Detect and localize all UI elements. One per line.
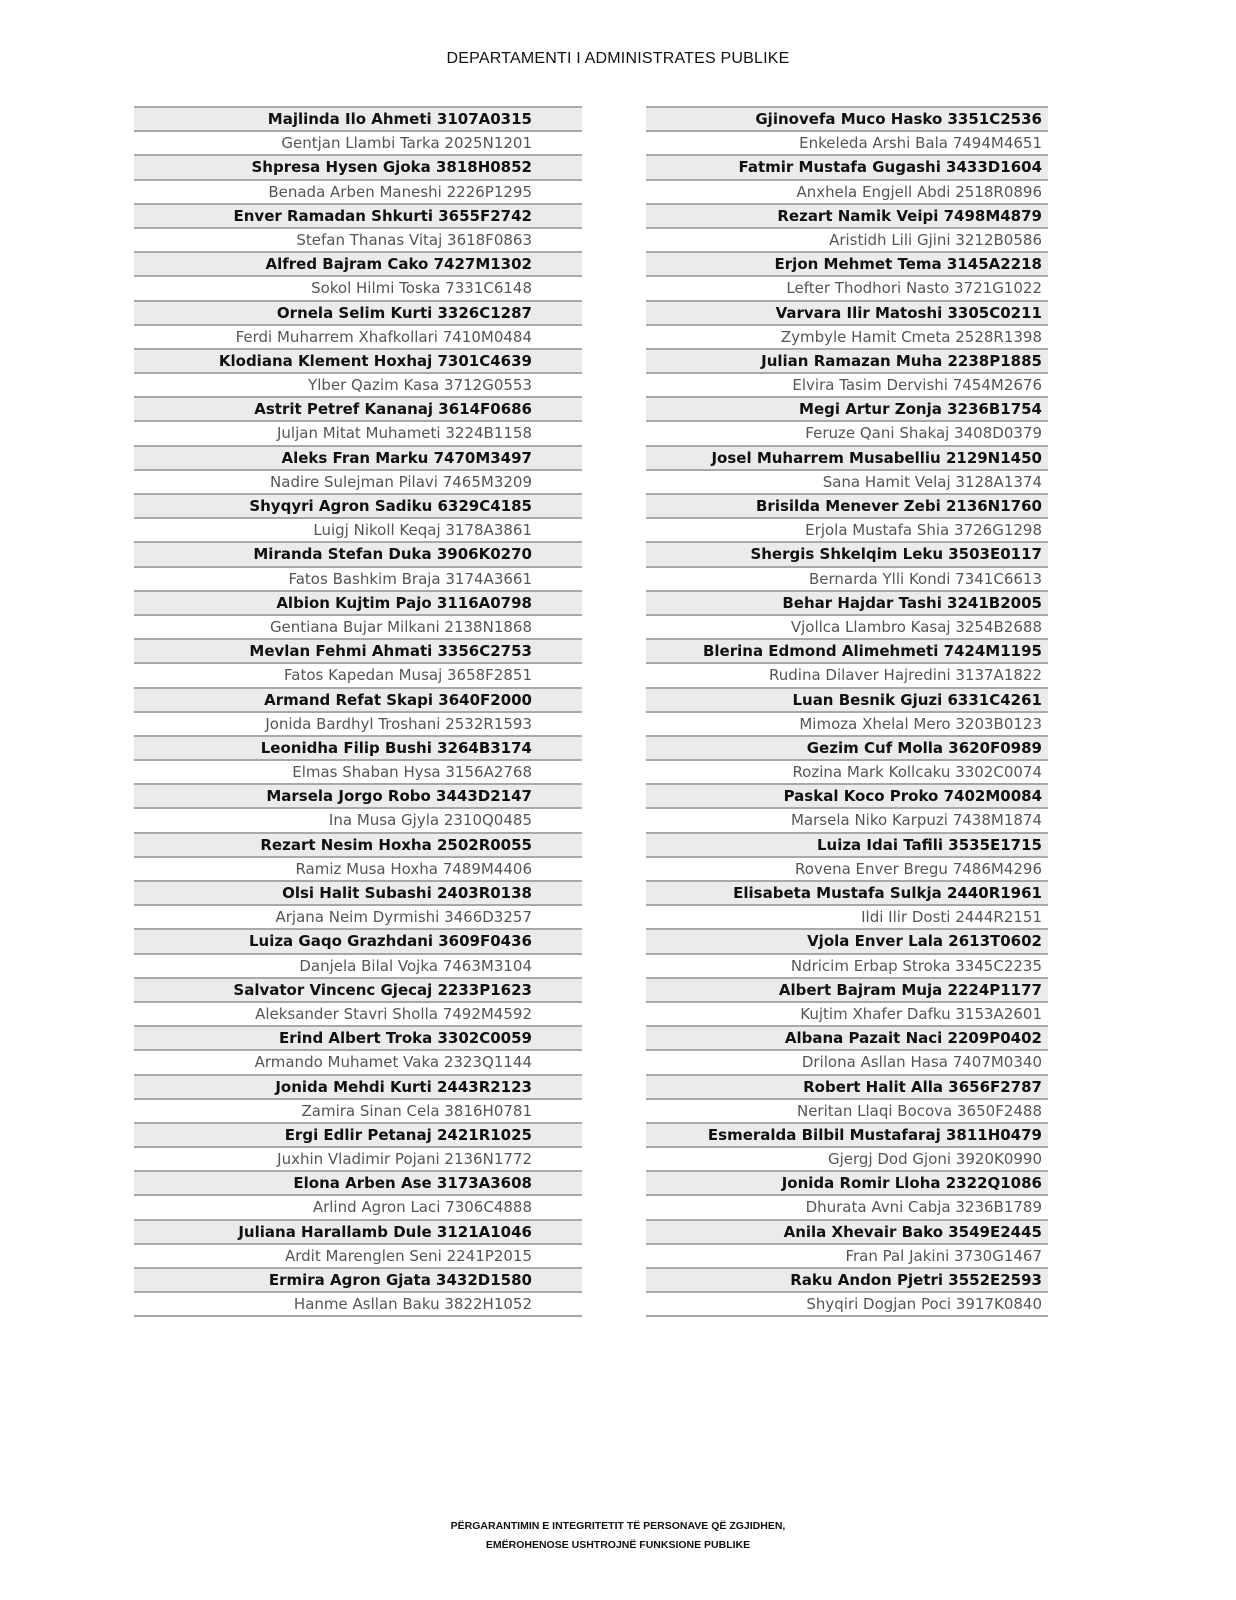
list-item: Megi Artur Zonja 3236B1754 (646, 396, 1048, 420)
list-item: Neritan Llaqi Bocova 3650F2488 (646, 1098, 1048, 1122)
list-item: Erjola Mustafa Shia 3726G1298 (646, 517, 1048, 541)
footer-line-2: EMËROHENOSE USHTROJNË FUNKSIONE PUBLIKE (485, 1539, 751, 1551)
list-item: Julian Ramazan Muha 2238P1885 (646, 348, 1048, 372)
list-item: Rezart Nesim Hoxha 2502R0055 (134, 832, 582, 856)
list-item: Mimoza Xhelal Mero 3203B0123 (646, 711, 1048, 735)
list-item: Albana Pazait Naci 2209P0402 (646, 1025, 1048, 1049)
list-item: Ergi Edlir Petanaj 2421R1025 (134, 1122, 582, 1146)
list-item: Brisilda Menever Zebi 2136N1760 (646, 493, 1048, 517)
list-item: Ornela Selim Kurti 3326C1287 (134, 300, 582, 324)
list-item: Albert Bajram Muja 2224P1177 (646, 977, 1048, 1001)
list-item: Leonidha Filip Bushi 3264B3174 (134, 735, 582, 759)
list-item: Rozina Mark Kollcaku 3302C0074 (646, 759, 1048, 783)
list-bottom-rule (134, 1315, 582, 1319)
list-item: Raku Andon Pjetri 3552E2593 (646, 1267, 1048, 1291)
list-item: Blerina Edmond Alimehmeti 7424M1195 (646, 638, 1048, 662)
list-item: Elmas Shaban Hysa 3156A2768 (134, 759, 582, 783)
list-item: Alfred Bajram Cako 7427M1302 (134, 251, 582, 275)
list-item: Luiza Gaqo Grazhdani 3609F0436 (134, 928, 582, 952)
list-item: Kujtim Xhafer Dafku 3153A2601 (646, 1001, 1048, 1025)
list-item: Albion Kujtim Pajo 3116A0798 (134, 590, 582, 614)
list-item: Luigj Nikoll Keqaj 3178A3861 (134, 517, 582, 541)
list-item: Feruze Qani Shakaj 3408D0379 (646, 420, 1048, 444)
list-item: Juxhin Vladimir Pojani 2136N1772 (134, 1146, 582, 1170)
list-item: Shergis Shkelqim Leku 3503E0117 (646, 541, 1048, 565)
list-item: Gentiana Bujar Milkani 2138N1868 (134, 614, 582, 638)
list-item: Ndricim Erbap Stroka 3345C2235 (646, 953, 1048, 977)
list-item: Hanme Asllan Baku 3822H1052 (134, 1291, 582, 1315)
list-item: Fatos Kapedan Musaj 3658F2851 (134, 662, 582, 686)
list-item: Benada Arben Maneshi 2226P1295 (134, 179, 582, 203)
right-name-list (646, 106, 1048, 1319)
list-item: Erind Albert Troka 3302C0059 (134, 1025, 582, 1049)
list-item: Aleksander Stavri Sholla 7492M4592 (134, 1001, 582, 1025)
list-item: Sana Hamit Velaj 3128A1374 (646, 469, 1048, 493)
list-item: Salvator Vincenc Gjecaj 2233P1623 (134, 977, 582, 1001)
list-bottom-rule (646, 1315, 1048, 1319)
list-item: Nadire Sulejman Pilavi 7465M3209 (134, 469, 582, 493)
left-name-list (134, 106, 582, 1319)
list-item: Esmeralda Bilbil Mustafaraj 3811H0479 (646, 1122, 1048, 1146)
list-item: Ina Musa Gjyla 2310Q0485 (134, 807, 582, 831)
list-item: Gjergj Dod Gjoni 3920K0990 (646, 1146, 1048, 1170)
list-item: Gentjan Llambi Tarka 2025N1201 (134, 130, 582, 154)
list-item: Sokol Hilmi Toska 7331C6148 (134, 275, 582, 299)
list-item: Ylber Qazim Kasa 3712G0553 (134, 372, 582, 396)
list-item: Elvira Tasim Dervishi 7454M2676 (646, 372, 1048, 396)
list-item: Danjela Bilal Vojka 7463M3104 (134, 953, 582, 977)
list-item: Aleks Fran Marku 7470M3497 (134, 445, 582, 469)
list-item: Astrit Petref Kananaj 3614F0686 (134, 396, 582, 420)
list-item: Ardit Marenglen Seni 2241P2015 (134, 1243, 582, 1267)
list-item: Vjollca Llambro Kasaj 3254B2688 (646, 614, 1048, 638)
list-item: Shpresa Hysen Gjoka 3818H0852 (134, 154, 582, 178)
list-item: Zymbyle Hamit Cmeta 2528R1398 (646, 324, 1048, 348)
list-item: Majlinda Ilo Ahmeti 3107A0315 (134, 106, 582, 130)
list-item: Rovena Enver Bregu 7486M4296 (646, 856, 1048, 880)
list-item: Mevlan Fehmi Ahmati 3356C2753 (134, 638, 582, 662)
list-item: Miranda Stefan Duka 3906K0270 (134, 541, 582, 565)
list-item: Jonida Bardhyl Troshani 2532R1593 (134, 711, 582, 735)
list-item: Arlind Agron Laci 7306C4888 (134, 1194, 582, 1218)
list-item: Aristidh Lili Gjini 3212B0586 (646, 227, 1048, 251)
list-item: Fatos Bashkim Braja 3174A3661 (134, 566, 582, 590)
list-item: Drilona Asllan Hasa 7407M0340 (646, 1049, 1048, 1073)
list-item: Fatmir Mustafa Gugashi 3433D1604 (646, 154, 1048, 178)
list-item: Rudina Dilaver Hajredini 3137A1822 (646, 662, 1048, 686)
list-item: Shyqiri Dogjan Poci 3917K0840 (646, 1291, 1048, 1315)
list-item: Luiza Idai Tafili 3535E1715 (646, 832, 1048, 856)
list-item: Ermira Agron Gjata 3432D1580 (134, 1267, 582, 1291)
list-item: Fran Pal Jakini 3730G1467 (646, 1243, 1048, 1267)
list-item: Marsela Niko Karpuzi 7438M1874 (646, 807, 1048, 831)
list-item: Shyqyri Agron Sadiku 6329C4185 (134, 493, 582, 517)
list-item: Gjinovefa Muco Hasko 3351C2536 (646, 106, 1048, 130)
list-item: Marsela Jorgo Robo 3443D2147 (134, 783, 582, 807)
list-item: Zamira Sinan Cela 3816H0781 (134, 1098, 582, 1122)
list-item: Enkeleda Arshi Bala 7494M4651 (646, 130, 1048, 154)
list-item: Armando Muhamet Vaka 2323Q1144 (134, 1049, 582, 1073)
list-item: Elisabeta Mustafa Sulkja 2440R1961 (646, 880, 1048, 904)
list-item: Juljan Mitat Muhameti 3224B1158 (134, 420, 582, 444)
list-item: Jonida Romir Lloha 2322Q1086 (646, 1170, 1048, 1194)
list-item: Gezim Cuf Molla 3620F0989 (646, 735, 1048, 759)
list-item: Juliana Harallamb Dule 3121A1046 (134, 1219, 582, 1243)
list-item: Dhurata Avni Cabja 3236B1789 (646, 1194, 1048, 1218)
list-item: Stefan Thanas Vitaj 3618F0863 (134, 227, 582, 251)
list-item: Erjon Mehmet Tema 3145A2218 (646, 251, 1048, 275)
list-item: Ramiz Musa Hoxha 7489M4406 (134, 856, 582, 880)
footer-line-1: PËRGARANTIMIN E INTEGRITETIT TË PERSONAVE QË ZGJIDHEN, (450, 1520, 786, 1532)
list-item: Ildi Ilir Dosti 2444R2151 (646, 904, 1048, 928)
page-title: DEPARTAMENTI I ADMINISTRATES PUBLIKE (446, 50, 790, 67)
list-item: Rezart Namik Veipi 7498M4879 (646, 203, 1048, 227)
list-item: Paskal Koco Proko 7402M0084 (646, 783, 1048, 807)
list-item: Varvara Ilir Matoshi 3305C0211 (646, 300, 1048, 324)
list-item: Anila Xhevair Bako 3549E2445 (646, 1219, 1048, 1243)
page-footer (0, 1517, 1236, 1555)
list-item: Olsi Halit Subashi 2403R0138 (134, 880, 582, 904)
list-item: Elona Arben Ase 3173A3608 (134, 1170, 582, 1194)
list-item: Lefter Thodhori Nasto 3721G1022 (646, 275, 1048, 299)
list-item: Enver Ramadan Shkurti 3655F2742 (134, 203, 582, 227)
list-item: Armand Refat Skapi 3640F2000 (134, 687, 582, 711)
list-item: Luan Besnik Gjuzi 6331C4261 (646, 687, 1048, 711)
list-item: Anxhela Engjell Abdi 2518R0896 (646, 179, 1048, 203)
list-item: Josel Muharrem Musabelliu 2129N1450 (646, 445, 1048, 469)
list-item: Arjana Neim Dyrmishi 3466D3257 (134, 904, 582, 928)
list-item: Vjola Enver Lala 2613T0602 (646, 928, 1048, 952)
list-item: Jonida Mehdi Kurti 2443R2123 (134, 1074, 582, 1098)
list-item: Klodiana Klement Hoxhaj 7301C4639 (134, 348, 582, 372)
list-item: Behar Hajdar Tashi 3241B2005 (646, 590, 1048, 614)
list-item: Ferdi Muharrem Xhafkollari 7410M0484 (134, 324, 582, 348)
list-item: Robert Halit Alla 3656F2787 (646, 1074, 1048, 1098)
list-item: Bernarda Ylli Kondi 7341C6613 (646, 566, 1048, 590)
